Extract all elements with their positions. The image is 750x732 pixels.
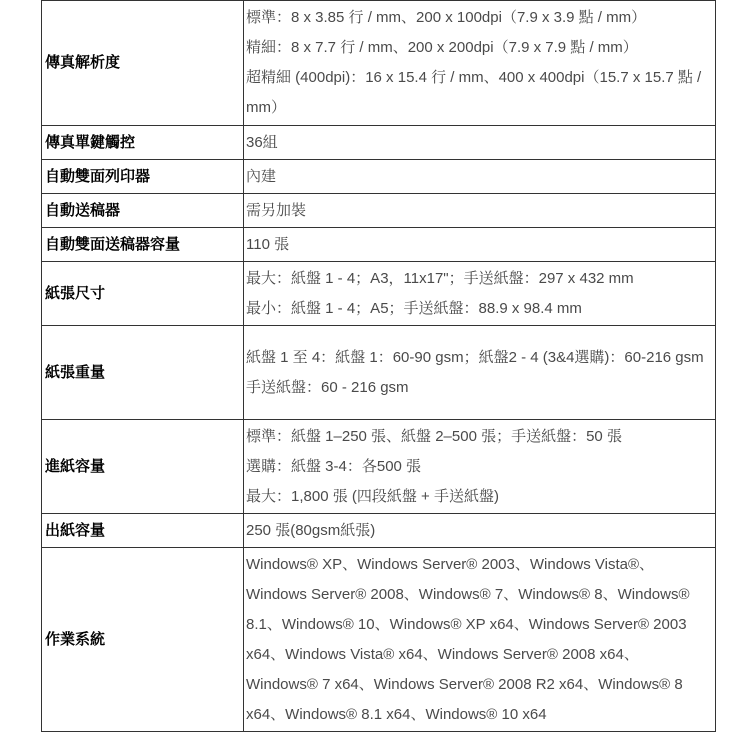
row-value: [244, 160, 716, 194]
row-value: [244, 262, 716, 326]
row-value: [244, 126, 716, 160]
value-line: 手送紙盤：60 - 216 gsm: [246, 378, 409, 396]
table-row: [42, 126, 716, 160]
table-row: [42, 1, 716, 126]
row-label: 紙張尺寸: [42, 262, 244, 326]
table-row: [42, 160, 716, 194]
value-line: 最大：1,800 張 (四段紙盤 + 手送紙盤): [246, 487, 499, 505]
value-line: 110 張: [246, 235, 290, 253]
row-value: [244, 420, 716, 514]
value-line: 標準：8 x 3.85 行 / mm、200 x 100dpi（7.9 x 3.9 點 / mm）: [246, 9, 647, 26]
value-line: 最小：紙盤 1 - 4；A5；手送紙盤：88.9 x 98.4 mm: [246, 299, 582, 317]
row-label: 傳真單鍵觸控: [42, 126, 244, 160]
row-value: [244, 228, 716, 262]
row-label: 紙張重量: [42, 326, 244, 420]
row-value: [244, 1, 716, 126]
row-label: 作業系統: [42, 548, 244, 732]
row-label: 傳真解析度: [42, 1, 244, 126]
value-line: 需另加裝: [246, 201, 307, 219]
table-row: [42, 326, 716, 420]
value-line: 內建: [246, 167, 277, 185]
table-row: [42, 194, 716, 228]
row-label: 出紙容量: [42, 514, 244, 548]
table-row: [42, 514, 716, 548]
value-line: 超精細 (400dpi)：16 x 15.4 行 / mm、400 x 400dpi（15.7 x 15.7 點 / mm）: [246, 69, 702, 116]
row-value: [244, 326, 716, 420]
value-line: 選購：紙盤 3-4：各500 張: [246, 457, 422, 475]
table-row: [42, 548, 716, 732]
value-line: 250 張(80gsm紙張): [246, 521, 376, 539]
value-line: 紙盤 1 至 4：紙盤 1：60-90 gsm；紙盤2 - 4 (3&4選購)：60-216 gsm: [246, 348, 704, 366]
value-line: 標準：紙盤 1–250 張、紙盤 2–500 張；手送紙盤：50 張: [246, 427, 622, 445]
table-row: [42, 262, 716, 326]
row-value: [244, 548, 716, 732]
row-label: 進紙容量: [42, 420, 244, 514]
value-line: 最大：紙盤 1 - 4；A3，11x17"；手送紙盤：297 x 432 mm: [246, 269, 634, 287]
value-line: Windows® XP、Windows Server® 2003、Windows Vista®、Windows Server® 2008、Windows® 7、Windows® 8、Windows® 8.1、Windows® 10、Windows® XP x64、Windows Server® 2003 x64、Windows Vista® x64、Windows Server® 2008 x64、 Windows® 7 x64、Windows Server® 2008 R2 x64、Windows® 8 x64、Windows® 8.1 x64、Windows® 10 x64: [246, 555, 690, 723]
row-label: 自動雙面送稿器容量: [42, 228, 244, 262]
value-line: 36組: [246, 133, 278, 151]
value-line: 精細：8 x 7.7 行 / mm、200 x 200dpi（7.9 x 7.9 點 / mm）: [246, 39, 638, 56]
table-row: [42, 420, 716, 514]
spec-table: [41, 0, 716, 732]
table-row: [42, 228, 716, 262]
row-label: 自動送稿器: [42, 194, 244, 228]
row-label: 自動雙面列印器: [42, 160, 244, 194]
row-value: [244, 514, 716, 548]
row-value: [244, 194, 716, 228]
